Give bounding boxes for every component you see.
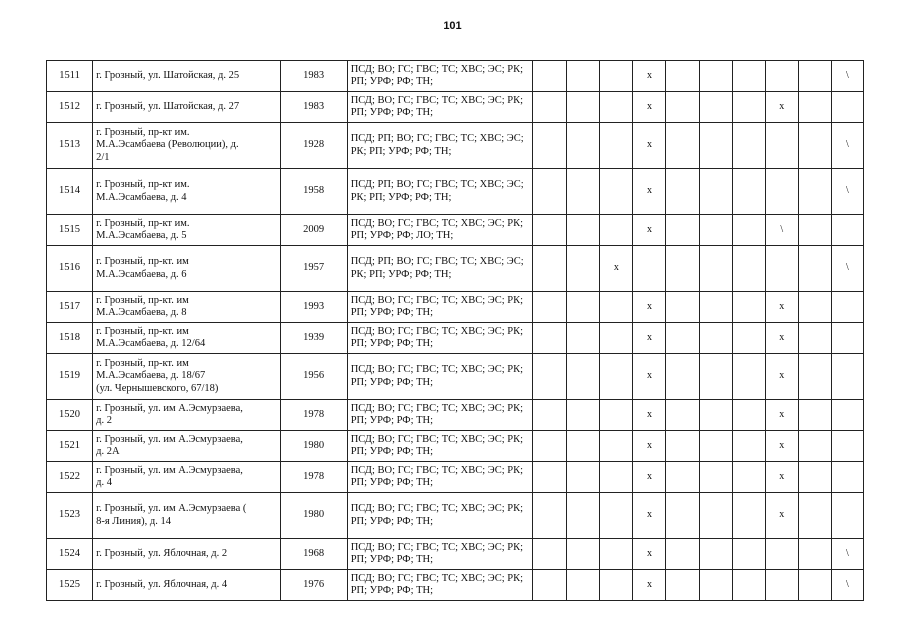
mark-cell bbox=[699, 539, 732, 570]
mark-cell bbox=[533, 493, 567, 539]
mark-cell: x bbox=[633, 493, 666, 539]
mark-cell: x bbox=[633, 123, 666, 169]
mark-cell bbox=[600, 323, 633, 354]
mark-cell: x bbox=[765, 493, 798, 539]
table-row bbox=[47, 431, 864, 462]
mark-cell bbox=[831, 292, 863, 323]
mark-cell bbox=[533, 323, 567, 354]
table-row bbox=[47, 570, 864, 601]
mark-cell bbox=[765, 246, 798, 292]
systems-cell: ПСД; ВО; ГС; ГВС; ТС; ХВС; ЭС; РК; РП; УРФ; РФ; ТН; bbox=[347, 493, 532, 539]
row-number-cell: 1520 bbox=[47, 400, 93, 431]
mark-cell bbox=[798, 92, 831, 123]
mark-cell bbox=[567, 123, 600, 169]
systems-cell: ПСД; ВО; ГС; ГВС; ТС; ХВС; ЭС; РК; РП; УРФ; РФ; ТН; bbox=[347, 354, 532, 400]
mark-cell bbox=[666, 570, 699, 601]
row-number-cell: 1517 bbox=[47, 292, 93, 323]
mark-cell bbox=[666, 246, 699, 292]
address-cell: г. Грозный, ул. Яблочная, д. 4 bbox=[93, 570, 280, 601]
table-row bbox=[47, 400, 864, 431]
mark-cell bbox=[732, 462, 765, 493]
address-cell: г. Грозный, ул. им А.Эсмурзаева ( 8-я Линия), д. 14 bbox=[93, 493, 280, 539]
mark-cell bbox=[798, 323, 831, 354]
mark-cell bbox=[798, 493, 831, 539]
year-cell: 1976 bbox=[280, 570, 347, 601]
mark-cell bbox=[798, 246, 831, 292]
mark-cell bbox=[732, 400, 765, 431]
mark-cell: \ bbox=[831, 539, 863, 570]
address-cell: г. Грозный, пр-кт. им М.А.Эсамбаева, д. 6 bbox=[93, 246, 280, 292]
mark-cell bbox=[600, 123, 633, 169]
mark-cell: \ bbox=[831, 246, 863, 292]
mark-cell bbox=[732, 323, 765, 354]
year-cell: 1956 bbox=[280, 354, 347, 400]
mark-cell: \ bbox=[831, 61, 863, 92]
table-row bbox=[47, 215, 864, 246]
mark-cell bbox=[699, 431, 732, 462]
row-number-cell: 1516 bbox=[47, 246, 93, 292]
address-cell: г. Грозный, ул. Шатойская, д. 25 bbox=[93, 61, 280, 92]
mark-cell bbox=[600, 539, 633, 570]
table-row bbox=[47, 123, 864, 169]
mark-cell bbox=[666, 539, 699, 570]
mark-cell bbox=[798, 123, 831, 169]
address-cell: г. Грозный, ул. им А.Эсмурзаева, д. 4 bbox=[93, 462, 280, 493]
mark-cell bbox=[765, 123, 798, 169]
mark-cell bbox=[533, 570, 567, 601]
year-cell: 1978 bbox=[280, 400, 347, 431]
mark-cell bbox=[699, 570, 732, 601]
mark-cell bbox=[666, 92, 699, 123]
address-cell: г. Грозный, пр-кт. им М.А.Эсамбаева, д. 18/67 (ул. Чернышевского, 67/18) bbox=[93, 354, 280, 400]
mark-cell bbox=[798, 539, 831, 570]
row-number-cell: 1515 bbox=[47, 215, 93, 246]
mark-cell bbox=[765, 169, 798, 215]
address-cell: г. Грозный, пр-кт. им М.А.Эсамбаева, д. 8 bbox=[93, 292, 280, 323]
mark-cell: x bbox=[633, 462, 666, 493]
mark-cell bbox=[765, 61, 798, 92]
mark-cell: x bbox=[633, 354, 666, 400]
mark-cell bbox=[600, 400, 633, 431]
row-number-cell: 1523 bbox=[47, 493, 93, 539]
systems-cell: ПСД; ВО; ГС; ГВС; ТС; ХВС; ЭС; РК; РП; УРФ; РФ; ТН; bbox=[347, 462, 532, 493]
mark-cell bbox=[831, 354, 863, 400]
year-cell: 1993 bbox=[280, 292, 347, 323]
year-cell: 2009 bbox=[280, 215, 347, 246]
mark-cell bbox=[567, 246, 600, 292]
mark-cell bbox=[533, 123, 567, 169]
mark-cell: x bbox=[633, 169, 666, 215]
mark-cell bbox=[567, 323, 600, 354]
mark-cell bbox=[533, 400, 567, 431]
row-number-cell: 1519 bbox=[47, 354, 93, 400]
mark-cell bbox=[732, 431, 765, 462]
mark-cell: \ bbox=[831, 570, 863, 601]
mark-cell: x bbox=[633, 61, 666, 92]
mark-cell bbox=[798, 400, 831, 431]
year-cell: 1983 bbox=[280, 61, 347, 92]
systems-cell: ПСД; ВО; ГС; ГВС; ТС; ХВС; ЭС; РК; РП; УРФ; РФ; ТН; bbox=[347, 400, 532, 431]
mark-cell bbox=[666, 462, 699, 493]
mark-cell bbox=[666, 292, 699, 323]
mark-cell bbox=[567, 462, 600, 493]
mark-cell bbox=[533, 354, 567, 400]
table-row bbox=[47, 61, 864, 92]
mark-cell bbox=[567, 92, 600, 123]
mark-cell bbox=[765, 539, 798, 570]
mark-cell bbox=[699, 61, 732, 92]
year-cell: 1939 bbox=[280, 323, 347, 354]
mark-cell: x bbox=[765, 323, 798, 354]
mark-cell bbox=[666, 123, 699, 169]
mark-cell bbox=[533, 92, 567, 123]
mark-cell: x bbox=[633, 400, 666, 431]
address-cell: г. Грозный, пр-кт им. М.А.Эсамбаева, д. 4 bbox=[93, 169, 280, 215]
mark-cell: x bbox=[765, 292, 798, 323]
mark-cell bbox=[666, 493, 699, 539]
mark-cell bbox=[732, 123, 765, 169]
mark-cell bbox=[533, 61, 567, 92]
mark-cell bbox=[533, 246, 567, 292]
mark-cell bbox=[732, 493, 765, 539]
mark-cell bbox=[831, 92, 863, 123]
row-number-cell: 1513 bbox=[47, 123, 93, 169]
row-number-cell: 1514 bbox=[47, 169, 93, 215]
mark-cell bbox=[831, 462, 863, 493]
systems-cell: ПСД; ВО; ГС; ГВС; ТС; ХВС; ЭС; РК; РП; УРФ; РФ; ТН; bbox=[347, 61, 532, 92]
table-row bbox=[47, 539, 864, 570]
year-cell: 1983 bbox=[280, 92, 347, 123]
mark-cell: x bbox=[765, 462, 798, 493]
mark-cell bbox=[699, 493, 732, 539]
year-cell: 1957 bbox=[280, 246, 347, 292]
mark-cell bbox=[567, 493, 600, 539]
year-cell: 1968 bbox=[280, 539, 347, 570]
mark-cell: x bbox=[633, 539, 666, 570]
mark-cell bbox=[699, 246, 732, 292]
mark-cell: \ bbox=[765, 215, 798, 246]
mark-cell bbox=[699, 123, 732, 169]
mark-cell bbox=[666, 323, 699, 354]
mark-cell bbox=[831, 493, 863, 539]
table-row bbox=[47, 92, 864, 123]
mark-cell: x bbox=[633, 92, 666, 123]
mark-cell: x bbox=[765, 431, 798, 462]
mark-cell bbox=[567, 169, 600, 215]
table-row bbox=[47, 462, 864, 493]
mark-cell bbox=[533, 462, 567, 493]
mark-cell bbox=[600, 431, 633, 462]
mark-cell bbox=[831, 431, 863, 462]
mark-cell bbox=[699, 292, 732, 323]
mark-cell bbox=[699, 354, 732, 400]
table-body bbox=[47, 61, 864, 601]
mark-cell bbox=[699, 92, 732, 123]
row-number-cell: 1518 bbox=[47, 323, 93, 354]
mark-cell bbox=[567, 570, 600, 601]
mark-cell bbox=[732, 539, 765, 570]
systems-cell: ПСД; ВО; ГС; ГВС; ТС; ХВС; ЭС; РК; РП; УРФ; РФ; ТН; bbox=[347, 431, 532, 462]
table-row bbox=[47, 292, 864, 323]
mark-cell: x bbox=[633, 292, 666, 323]
table-row bbox=[47, 354, 864, 400]
mark-cell bbox=[765, 570, 798, 601]
mark-cell bbox=[798, 169, 831, 215]
address-cell: г. Грозный, пр-кт. им М.А.Эсамбаева, д. 12/64 bbox=[93, 323, 280, 354]
mark-cell bbox=[600, 169, 633, 215]
mark-cell bbox=[533, 539, 567, 570]
address-cell: г. Грозный, ул. Шатойская, д. 27 bbox=[93, 92, 280, 123]
year-cell: 1958 bbox=[280, 169, 347, 215]
mark-cell bbox=[699, 215, 732, 246]
mark-cell bbox=[567, 400, 600, 431]
address-cell: г. Грозный, ул. им А.Эсмурзаева, д. 2А bbox=[93, 431, 280, 462]
mark-cell: x bbox=[765, 354, 798, 400]
mark-cell bbox=[798, 570, 831, 601]
mark-cell bbox=[798, 431, 831, 462]
mark-cell bbox=[600, 92, 633, 123]
building-registry-table bbox=[46, 60, 864, 601]
mark-cell bbox=[633, 246, 666, 292]
systems-cell: ПСД; ВО; ГС; ГВС; ТС; ХВС; ЭС; РК; РП; УРФ; РФ; ТН; bbox=[347, 323, 532, 354]
mark-cell bbox=[732, 292, 765, 323]
mark-cell bbox=[600, 292, 633, 323]
mark-cell: x bbox=[633, 323, 666, 354]
mark-cell bbox=[567, 61, 600, 92]
mark-cell bbox=[666, 215, 699, 246]
systems-cell: ПСД; РП; ВО; ГС; ГВС; ТС; ХВС; ЭС; РК; РП; УРФ; РФ; ТН; bbox=[347, 169, 532, 215]
mark-cell bbox=[533, 169, 567, 215]
mark-cell bbox=[732, 61, 765, 92]
mark-cell bbox=[699, 169, 732, 215]
mark-cell bbox=[732, 570, 765, 601]
systems-cell: ПСД; ВО; ГС; ГВС; ТС; ХВС; ЭС; РК; РП; УРФ; РФ; ТН; bbox=[347, 92, 532, 123]
mark-cell bbox=[567, 354, 600, 400]
mark-cell bbox=[732, 169, 765, 215]
mark-cell bbox=[831, 323, 863, 354]
mark-cell bbox=[732, 354, 765, 400]
mark-cell: x bbox=[633, 431, 666, 462]
year-cell: 1928 bbox=[280, 123, 347, 169]
mark-cell bbox=[533, 292, 567, 323]
mark-cell bbox=[798, 292, 831, 323]
systems-cell: ПСД; ВО; ГС; ГВС; ТС; ХВС; ЭС; РК; РП; УРФ; РФ; ЛО; ТН; bbox=[347, 215, 532, 246]
row-number-cell: 1524 bbox=[47, 539, 93, 570]
mark-cell bbox=[533, 431, 567, 462]
systems-cell: ПСД; РП; ВО; ГС; ГВС; ТС; ХВС; ЭС; РК; РП; УРФ; РФ; ТН; bbox=[347, 123, 532, 169]
address-cell: г. Грозный, ул. Яблочная, д. 2 bbox=[93, 539, 280, 570]
table-row bbox=[47, 246, 864, 292]
mark-cell bbox=[699, 400, 732, 431]
address-cell: г. Грозный, пр-кт им. М.А.Эсамбаева (Революции), д. 2/1 bbox=[93, 123, 280, 169]
row-number-cell: 1525 bbox=[47, 570, 93, 601]
mark-cell bbox=[600, 462, 633, 493]
row-number-cell: 1511 bbox=[47, 61, 93, 92]
row-number-cell: 1521 bbox=[47, 431, 93, 462]
mark-cell bbox=[600, 493, 633, 539]
mark-cell bbox=[666, 169, 699, 215]
mark-cell bbox=[567, 292, 600, 323]
mark-cell: \ bbox=[831, 169, 863, 215]
mark-cell: x bbox=[765, 92, 798, 123]
row-number-cell: 1522 bbox=[47, 462, 93, 493]
mark-cell bbox=[666, 61, 699, 92]
mark-cell: x bbox=[633, 215, 666, 246]
mark-cell bbox=[600, 570, 633, 601]
mark-cell bbox=[831, 215, 863, 246]
address-cell: г. Грозный, ул. им А.Эсмурзаева, д. 2 bbox=[93, 400, 280, 431]
systems-cell: ПСД; ВО; ГС; ГВС; ТС; ХВС; ЭС; РК; РП; УРФ; РФ; ТН; bbox=[347, 292, 532, 323]
mark-cell bbox=[798, 354, 831, 400]
mark-cell bbox=[732, 246, 765, 292]
year-cell: 1978 bbox=[280, 462, 347, 493]
year-cell: 1980 bbox=[280, 431, 347, 462]
address-cell: г. Грозный, пр-кт им. М.А.Эсамбаева, д. 5 bbox=[93, 215, 280, 246]
mark-cell bbox=[699, 462, 732, 493]
mark-cell bbox=[798, 462, 831, 493]
page-number: 101 bbox=[443, 20, 462, 32]
table-row bbox=[47, 169, 864, 215]
systems-cell: ПСД; ВО; ГС; ГВС; ТС; ХВС; ЭС; РК; РП; УРФ; РФ; ТН; bbox=[347, 570, 532, 601]
mark-cell bbox=[732, 215, 765, 246]
mark-cell bbox=[533, 215, 567, 246]
table-row bbox=[47, 323, 864, 354]
mark-cell: x bbox=[765, 400, 798, 431]
mark-cell bbox=[600, 215, 633, 246]
systems-cell: ПСД; ВО; ГС; ГВС; ТС; ХВС; ЭС; РК; РП; УРФ; РФ; ТН; bbox=[347, 539, 532, 570]
mark-cell bbox=[699, 323, 732, 354]
mark-cell: x bbox=[633, 570, 666, 601]
mark-cell bbox=[666, 431, 699, 462]
mark-cell bbox=[798, 61, 831, 92]
table-row bbox=[47, 493, 864, 539]
mark-cell bbox=[600, 61, 633, 92]
mark-cell: x bbox=[600, 246, 633, 292]
mark-cell bbox=[567, 215, 600, 246]
mark-cell bbox=[567, 431, 600, 462]
mark-cell: \ bbox=[831, 123, 863, 169]
mark-cell bbox=[567, 539, 600, 570]
row-number-cell: 1512 bbox=[47, 92, 93, 123]
mark-cell bbox=[666, 400, 699, 431]
mark-cell bbox=[600, 354, 633, 400]
systems-cell: ПСД; РП; ВО; ГС; ГВС; ТС; ХВС; ЭС; РК; РП; УРФ; РФ; ТН; bbox=[347, 246, 532, 292]
mark-cell bbox=[831, 400, 863, 431]
mark-cell bbox=[732, 92, 765, 123]
mark-cell bbox=[666, 354, 699, 400]
year-cell: 1980 bbox=[280, 493, 347, 539]
mark-cell bbox=[798, 215, 831, 246]
